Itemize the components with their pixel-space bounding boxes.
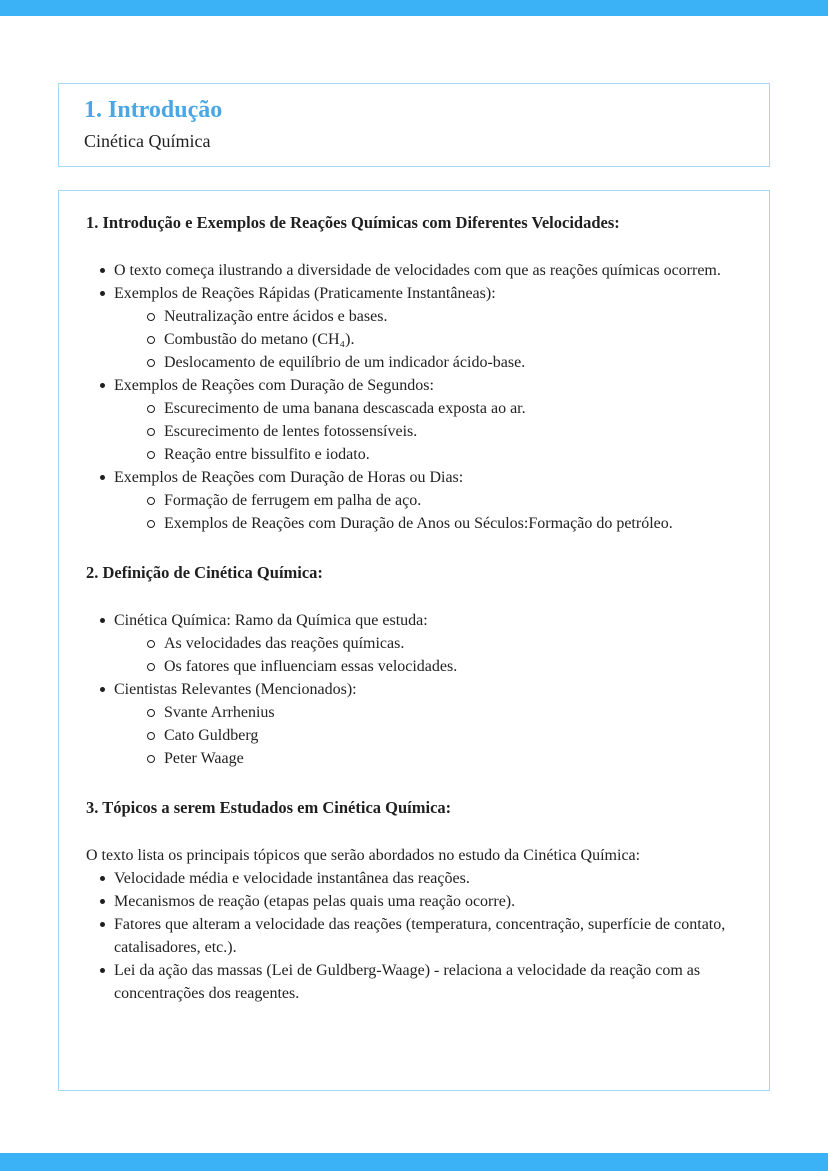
list-item: Svante Arrhenius [86, 701, 743, 724]
list-item: Formação de ferrugem em palha de aço. [86, 489, 743, 512]
list-item: Lei da ação das massas (Lei de Guldberg-Waage) - relaciona a velocidade da reação com as concentrações dos reagentes. [86, 959, 743, 1005]
list-item: Escurecimento de uma banana descascada exposta ao ar. [86, 397, 743, 420]
page-title: 1. Introdução [84, 97, 223, 123]
list-item: Exemplos de Reações com Duração de Segundos: [86, 374, 743, 397]
top-accent-bar [0, 0, 828, 16]
list-item: Deslocamento de equilíbrio de um indicador ácido-base. [86, 351, 743, 374]
list-item: As velocidades das reações químicas. [86, 632, 743, 655]
section-heading: 1. Introdução e Exemplos de Reações Químicas com Diferentes Velocidades: [86, 213, 620, 232]
list-item: Os fatores que influenciam essas velocidades. [86, 655, 743, 678]
list-item: Cinética Química: Ramo da Química que estuda: [86, 609, 743, 632]
content-card [58, 190, 770, 1091]
section-list [86, 609, 743, 770]
section-heading: 2. Definição de Cinética Química: [86, 563, 323, 582]
section [86, 561, 743, 770]
list-item: Reação entre bissulfito e iodato. [86, 443, 743, 466]
section-intro: O texto lista os principais tópicos que serão abordados no estudo da Cinética Química: [86, 847, 641, 864]
bottom-accent-bar [0, 1153, 828, 1171]
list-item: Cientistas Relevantes (Mencionados): [86, 678, 743, 701]
list-item: Neutralização entre ácidos e bases. [86, 305, 743, 328]
list-item: Exemplos de Reações com Duração de Anos ou Séculos:Formação do petróleo. [86, 512, 743, 535]
section-list [86, 259, 743, 535]
list-item: Velocidade média e velocidade instantânea das reações. [86, 867, 743, 890]
list-item: O texto começa ilustrando a diversidade de velocidades com que as reações químicas ocorrem. [86, 259, 743, 282]
list-item: Mecanismos de reação (etapas pelas quais uma reação ocorre). [86, 890, 743, 913]
list-item: Escurecimento de lentes fotossensíveis. [86, 420, 743, 443]
list-item: Combustão do metano (CH₄). [86, 328, 743, 351]
list-item: Cato Guldberg [86, 724, 743, 747]
list-item: Peter Waage [86, 747, 743, 770]
list-item: Fatores que alteram a velocidade das reações (temperatura, concentração, superfície de contato, catalisadores, etc.). [86, 913, 743, 959]
list-item: Exemplos de Reações com Duração de Horas ou Dias: [86, 466, 743, 489]
section [86, 211, 743, 535]
list-item: Exemplos de Reações Rápidas (Praticamente Instantâneas): [86, 282, 743, 305]
section [86, 796, 743, 1005]
sections-container [86, 211, 743, 1005]
section-heading: 3. Tópicos a serem Estudados em Cinética Química: [86, 798, 452, 817]
section-list [86, 867, 743, 1005]
header-card [58, 83, 770, 167]
page-subtitle: Cinética Química [84, 131, 211, 151]
